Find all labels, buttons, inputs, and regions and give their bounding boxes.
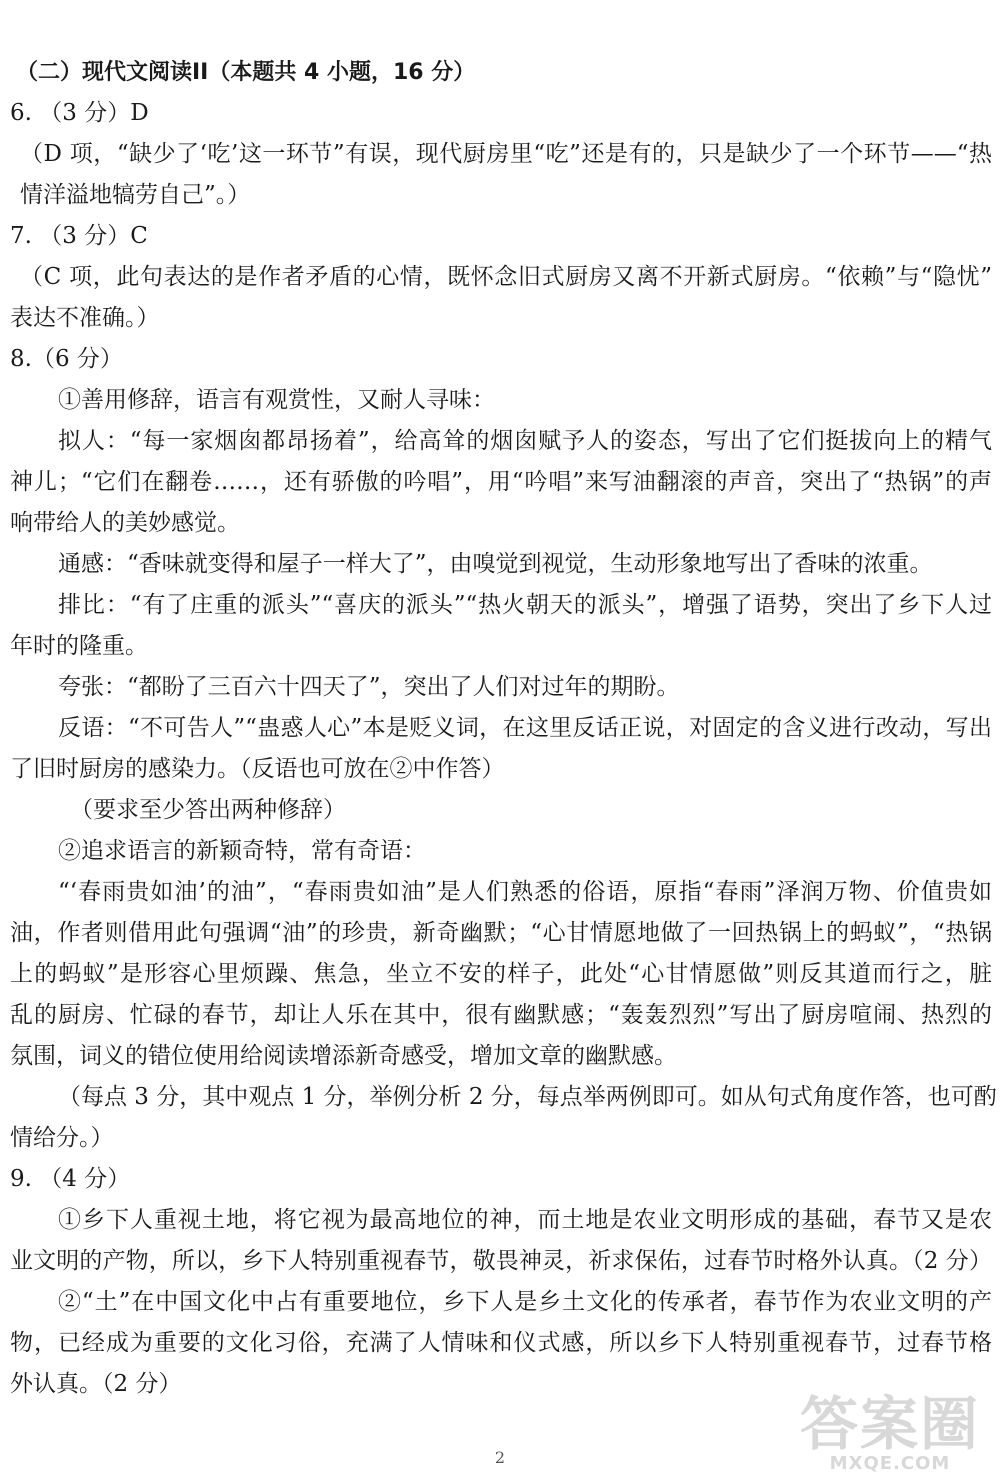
q8-requirement-note: （要求至少答出两种修辞）	[70, 797, 346, 823]
q9-point1-line2: 业文明的产物，所以，乡下人特别重视春节，敬畏神灵，祈求保佑，过春节时格外认真。（2 分）	[10, 1248, 992, 1274]
q7-note-line2: 表达不准确。）	[10, 305, 160, 331]
q8-point1: ①善用修辞，语言有观赏性，又耐人寻味：	[58, 387, 495, 413]
q9-title: 9. （4 分）	[10, 1166, 131, 1192]
q6-title: 6. （3 分）D	[10, 100, 149, 126]
q8-parallelism-line2: 年时的隆重。	[10, 633, 148, 659]
q8-scoring-line1: （每点 3 分，其中观点 1 分，举例分析 2 分，每点举两例即可。如从句式角度作答，也可酌	[58, 1084, 997, 1110]
watermark-logo-text: 答案圈	[799, 1390, 980, 1458]
q8-title: 8.（6 分）	[10, 346, 123, 372]
q8-personification-line1: 拟人：“每一家烟囱都昂扬着”，给高耸的烟囱赋予人的姿态，写出了它们挺拔向上的精气	[58, 428, 992, 454]
q8-personification-line2: 神儿；“它们在翻卷……，还有骄傲的吟唱”，用“吟唱”来写油翻滚的声音，突出了“热锅”的声	[10, 469, 992, 495]
q6-note-line2: 情洋溢地犒劳自己”。）	[20, 182, 251, 208]
page-number: 2	[494, 1448, 506, 1467]
q7-title: 7. （3 分）C	[10, 223, 148, 249]
q8-novelty-line1: “‘春雨贵如油’的油”，“春雨贵如油”是人们熟悉的俗语，原指“春雨”泽润万物、价值贵如	[58, 879, 992, 905]
q8-scoring-line2: 情给分。）	[10, 1125, 114, 1151]
q8-irony-line2: 了旧时厨房的感染力。（反语也可放在②中作答）	[10, 756, 505, 782]
q8-irony-line1: 反语：“不可告人”“蛊惑人心”本是贬义词，在这里反话正说，对固定的含义进行改动，写出	[58, 715, 992, 741]
q7-note-line1: （C 项，此句表达的是作者矛盾的心情，既怀念旧式厨房又离不开新式厨房。“依赖”与“隐忧”	[20, 264, 992, 290]
q6-note-line1: （D 项，“缺少了‘吃’这一环节”有误，现代厨房里“吃”还是有的，只是缺少了一个环节——“热	[20, 141, 992, 167]
q8-synesthesia: 通感：“香味就变得和屋子一样大了”，由嗅觉到视觉，生动形象地写出了香味的浓重。	[58, 551, 933, 577]
watermark-domain: MXQE.COM	[829, 1453, 951, 1474]
q9-point2-line1: ②“土”在中国文化中占有重要地位，乡下人是乡土文化的传承者，春节作为农业文明的产	[58, 1289, 992, 1315]
document-page	[10, 52, 997, 1405]
q8-hyperbole: 夸张：“都盼了三百六十四天了”，突出了人们对过年的期盼。	[58, 674, 680, 700]
q8-point2: ②追求语言的新颖奇特，常有奇语：	[58, 838, 426, 864]
section-heading: （二）现代文阅读II（本题共 4 小题，16 分）	[16, 60, 476, 85]
q9-point2-line2: 物，已经成为重要的文化习俗，充满了人情味和仪式感，所以乡下人特别重视春节，过春节格	[10, 1330, 992, 1356]
q9-point1-line1: ①乡下人重视土地，将它视为最高地位的神，而土地是农业文明形成的基础，春节又是农	[58, 1207, 992, 1233]
q8-personification-line3: 响带给人的美妙感觉。	[10, 510, 240, 536]
q8-parallelism-line1: 排比：“有了庄重的派头”“喜庆的派头”“热火朝天的派头”，增强了语势，突出了乡下人过	[58, 592, 992, 618]
q8-novelty-line3: 上的蚂蚁”是形容心里烦躁、焦急，坐立不安的样子，此处“心甘情愿做”则反其道而行之，脏	[10, 961, 992, 987]
q8-novelty-line2: 油，作者则借用此句强调“油”的珍贵，新奇幽默；“心甘情愿地做了一回热锅上的蚂蚁”，“热锅	[10, 920, 992, 946]
q9-point2-line3: 外认真。（2 分）	[10, 1371, 182, 1397]
q8-novelty-line4: 乱的厨房、忙碌的春节，却让人乐在其中，很有幽默感；“轰轰烈烈”写出了厨房喧闹、热烈的	[10, 1002, 992, 1028]
q8-novelty-line5: 氛围，词义的错位使用给阅读增添新奇感受，增加文章的幽默感。	[10, 1043, 677, 1069]
